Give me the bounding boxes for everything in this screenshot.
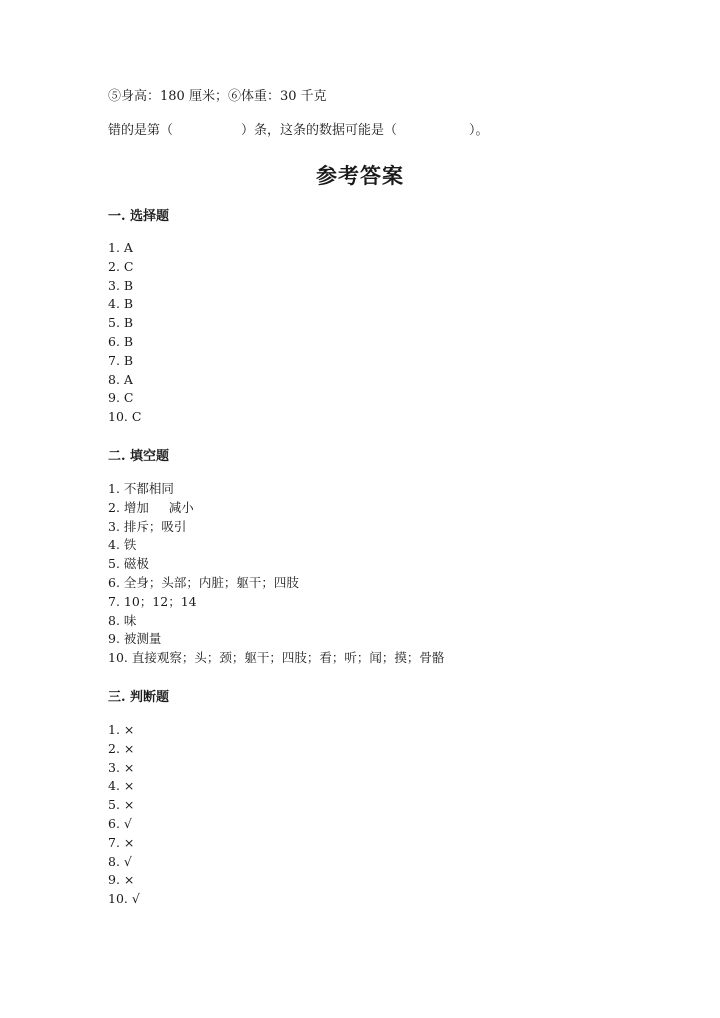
section-heading-fill-blank: 二. 填空题 <box>108 449 170 464</box>
question-line-which-wrong <box>108 122 489 140</box>
question-text-part3: ）。 <box>469 123 489 138</box>
section-heading-true-false: 三. 判断题 <box>108 690 170 705</box>
list-item: 4. × <box>108 778 135 794</box>
list-item: 3. 排斥；吸引 <box>108 518 187 534</box>
list-item: 2. C <box>108 258 134 274</box>
list-item: 1. A <box>108 240 133 255</box>
list-item: 1. 不都相同 <box>108 481 174 496</box>
list-item: 7. 10；12；14 <box>108 593 197 609</box>
list-item: 10. √ <box>108 891 140 907</box>
list-item: 2. 增加 减小 <box>108 499 194 515</box>
question-text-part1: 错的是第（ <box>108 123 174 138</box>
section-heading-choice: 一. 选择题 <box>108 209 170 224</box>
list-item: 4. 铁 <box>108 537 137 553</box>
list-item: 1. × <box>108 722 135 737</box>
list-item: 9. 被测量 <box>108 631 162 647</box>
list-item: 3. B <box>108 277 134 293</box>
list-item: 7. × <box>108 834 135 850</box>
list-item: 5. × <box>108 797 135 813</box>
choice-answer-list <box>108 239 141 427</box>
list-item: 6. 全身；头部；内脏；躯干；四肢 <box>108 574 299 590</box>
list-item: 5. B <box>108 315 134 331</box>
list-item: 10. 直接观察；头；颈；躯干；四肢；看；听；闻；摸；骨骼 <box>108 650 445 666</box>
list-item: 7. B <box>108 352 134 368</box>
question-text-part2: ）条，这条的数据可能是（ <box>241 123 398 138</box>
list-item: 6. B <box>108 333 134 349</box>
list-item: 2. × <box>108 740 135 756</box>
list-item: 3. × <box>108 759 135 775</box>
question-line-height-weight: ⑤身高：180 厘米；⑥体重：30 千克 <box>108 89 327 104</box>
list-item: 8. 味 <box>108 612 137 628</box>
list-item: 8. √ <box>108 853 132 869</box>
list-item: 6. √ <box>108 815 132 831</box>
list-item: 10. C <box>108 409 142 425</box>
fill-blank-answer-list <box>108 480 444 668</box>
page-title: 参考答案 <box>316 163 404 188</box>
list-item: 4. B <box>108 296 134 312</box>
list-item: 5. 磁极 <box>108 556 149 572</box>
true-false-answer-list <box>108 721 140 909</box>
list-item: 8. A <box>108 371 133 387</box>
list-item: 9. C <box>108 390 134 406</box>
list-item: 9. × <box>108 872 135 888</box>
